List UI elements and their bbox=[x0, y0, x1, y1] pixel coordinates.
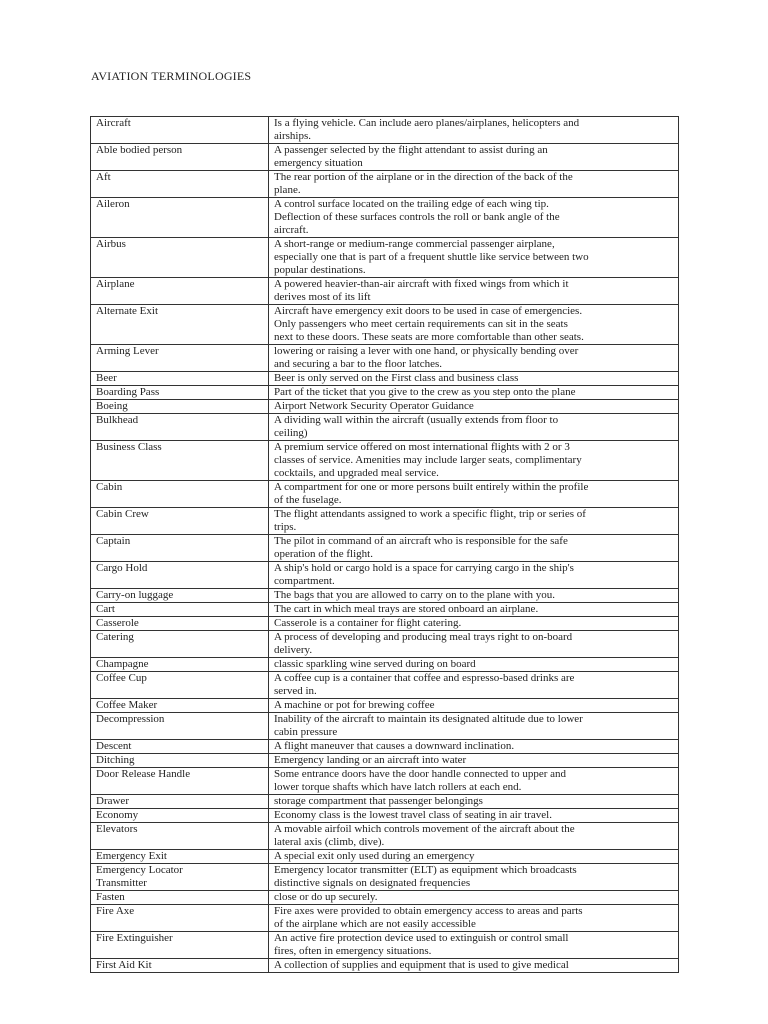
term-cell: Cabin bbox=[91, 481, 269, 508]
definition-cell: Airport Network Security Operator Guidance bbox=[269, 400, 679, 414]
term-cell: Alternate Exit bbox=[91, 305, 269, 345]
term-cell: Fire Extinguisher bbox=[91, 932, 269, 959]
table-row bbox=[91, 441, 679, 481]
definition-cell: Casserole is a container for flight catering. bbox=[269, 617, 679, 631]
table-row bbox=[91, 740, 679, 754]
definition-cell: A process of developing and producing meal trays right to on-board delivery. bbox=[269, 631, 679, 658]
term-cell: Arming Lever bbox=[91, 345, 269, 372]
term-cell: Boarding Pass bbox=[91, 386, 269, 400]
table-row bbox=[91, 795, 679, 809]
terminology-table bbox=[90, 116, 679, 973]
definition-cell: A compartment for one or more persons built entirely within the profile of the fuselage. bbox=[269, 481, 679, 508]
term-cell: Captain bbox=[91, 535, 269, 562]
table-row bbox=[91, 864, 679, 891]
table-row bbox=[91, 658, 679, 672]
definition-cell: The cart in which meal trays are stored onboard an airplane. bbox=[269, 603, 679, 617]
definition-cell: The pilot in command of an aircraft who is responsible for the safe operation of the flight. bbox=[269, 535, 679, 562]
term-cell: Business Class bbox=[91, 441, 269, 481]
definition-cell: A special exit only used during an emergency bbox=[269, 850, 679, 864]
table-row bbox=[91, 144, 679, 171]
definition-cell: A flight maneuver that causes a downward inclination. bbox=[269, 740, 679, 754]
definition-cell: close or do up securely. bbox=[269, 891, 679, 905]
table-row bbox=[91, 699, 679, 713]
term-cell: Carry-on luggage bbox=[91, 589, 269, 603]
definition-cell: storage compartment that passenger belongings bbox=[269, 795, 679, 809]
term-cell: Aft bbox=[91, 171, 269, 198]
term-cell: Boeing bbox=[91, 400, 269, 414]
table-row bbox=[91, 850, 679, 864]
table-row bbox=[91, 414, 679, 441]
term-cell: Fire Axe bbox=[91, 905, 269, 932]
term-cell: Cart bbox=[91, 603, 269, 617]
definition-cell: Emergency landing or an aircraft into water bbox=[269, 754, 679, 768]
definition-cell: The flight attendants assigned to work a specific flight, trip or series of trips. bbox=[269, 508, 679, 535]
definition-cell: Fire axes were provided to obtain emergency access to areas and parts of the airplane which are not easily accessible bbox=[269, 905, 679, 932]
term-cell: Able bodied person bbox=[91, 144, 269, 171]
table-row bbox=[91, 171, 679, 198]
table-row bbox=[91, 754, 679, 768]
table-row bbox=[91, 617, 679, 631]
definition-cell: The bags that you are allowed to carry on to the plane with you. bbox=[269, 589, 679, 603]
definition-cell: Aircraft have emergency exit doors to be used in case of emergencies. Only passengers who meet certain requirements can sit in the seats next to these doors. These seats are more comfortable than other seats. bbox=[269, 305, 679, 345]
table-row bbox=[91, 891, 679, 905]
definition-cell: Is a flying vehicle. Can include aero planes/airplanes, helicopters and airships. bbox=[269, 117, 679, 144]
table-row bbox=[91, 672, 679, 699]
definition-cell: Emergency locator transmitter (ELT) as equipment which broadcasts distinctive signals on designated frequencies bbox=[269, 864, 679, 891]
term-cell: Emergency Locator Transmitter bbox=[91, 864, 269, 891]
table-row bbox=[91, 345, 679, 372]
definition-cell: A dividing wall within the aircraft (usually extends from floor to ceiling) bbox=[269, 414, 679, 441]
term-cell: Bulkhead bbox=[91, 414, 269, 441]
table-row bbox=[91, 631, 679, 658]
table-row bbox=[91, 905, 679, 932]
term-cell: Cargo Hold bbox=[91, 562, 269, 589]
term-cell: Beer bbox=[91, 372, 269, 386]
table-row bbox=[91, 238, 679, 278]
term-cell: Cabin Crew bbox=[91, 508, 269, 535]
definition-cell: Part of the ticket that you give to the crew as you step onto the plane bbox=[269, 386, 679, 400]
table-row bbox=[91, 305, 679, 345]
table-row bbox=[91, 713, 679, 740]
table-row bbox=[91, 959, 679, 973]
term-cell: Economy bbox=[91, 809, 269, 823]
definition-cell: A premium service offered on most international flights with 2 or 3 classes of service. Amenities may include larger seats, complimentary cocktails, and upgraded meal service. bbox=[269, 441, 679, 481]
term-cell: Emergency Exit bbox=[91, 850, 269, 864]
table-row bbox=[91, 589, 679, 603]
definition-cell: A ship's hold or cargo hold is a space for carrying cargo in the ship's compartment. bbox=[269, 562, 679, 589]
term-cell: Drawer bbox=[91, 795, 269, 809]
term-cell: Airplane bbox=[91, 278, 269, 305]
table-row bbox=[91, 198, 679, 238]
term-cell: Champagne bbox=[91, 658, 269, 672]
term-cell: Ditching bbox=[91, 754, 269, 768]
term-cell: Door Release Handle bbox=[91, 768, 269, 795]
term-cell: Aircraft bbox=[91, 117, 269, 144]
definition-cell: The rear portion of the airplane or in the direction of the back of the plane. bbox=[269, 171, 679, 198]
term-cell: Descent bbox=[91, 740, 269, 754]
table-row bbox=[91, 823, 679, 850]
definition-cell: Some entrance doors have the door handle connected to upper and lower torque shafts which have latch rollers at each end. bbox=[269, 768, 679, 795]
definition-cell: A powered heavier-than-air aircraft with fixed wings from which it derives most of its lift bbox=[269, 278, 679, 305]
table-row bbox=[91, 535, 679, 562]
table-row bbox=[91, 932, 679, 959]
term-cell: Fasten bbox=[91, 891, 269, 905]
definition-cell: A control surface located on the trailing edge of each wing tip. Deflection of these surfaces controls the roll or bank angle of the aircraft. bbox=[269, 198, 679, 238]
term-cell: Airbus bbox=[91, 238, 269, 278]
definition-cell: A passenger selected by the flight attendant to assist during an emergency situation bbox=[269, 144, 679, 171]
table-row bbox=[91, 278, 679, 305]
definition-cell: Beer is only served on the First class and business class bbox=[269, 372, 679, 386]
table-row bbox=[91, 372, 679, 386]
definition-cell: A movable airfoil which controls movement of the aircraft about the lateral axis (climb, dive). bbox=[269, 823, 679, 850]
table-row bbox=[91, 117, 679, 144]
term-cell: Aileron bbox=[91, 198, 269, 238]
definition-cell: A coffee cup is a container that coffee and espresso-based drinks are served in. bbox=[269, 672, 679, 699]
term-cell: Coffee Cup bbox=[91, 672, 269, 699]
term-cell: Casserole bbox=[91, 617, 269, 631]
term-cell: Elevators bbox=[91, 823, 269, 850]
definition-cell: A short-range or medium-range commercial passenger airplane, especially one that is part of a frequent shuttle like service between two popular destinations. bbox=[269, 238, 679, 278]
table-row bbox=[91, 809, 679, 823]
definition-cell: Inability of the aircraft to maintain its designated altitude due to lower cabin pressure bbox=[269, 713, 679, 740]
definition-cell: Economy class is the lowest travel class of seating in air travel. bbox=[269, 809, 679, 823]
definition-cell: An active fire protection device used to extinguish or control small fires, often in emergency situations. bbox=[269, 932, 679, 959]
table-row bbox=[91, 768, 679, 795]
definition-cell: A collection of supplies and equipment that is used to give medical bbox=[269, 959, 679, 973]
term-cell: First Aid Kit bbox=[91, 959, 269, 973]
table-row bbox=[91, 508, 679, 535]
table-row bbox=[91, 400, 679, 414]
document-title: AVIATION TERMINOLOGIES bbox=[91, 69, 252, 83]
terminology-table-body bbox=[91, 117, 679, 973]
term-cell: Coffee Maker bbox=[91, 699, 269, 713]
table-row bbox=[91, 562, 679, 589]
table-row bbox=[91, 603, 679, 617]
table-row bbox=[91, 481, 679, 508]
table-row bbox=[91, 386, 679, 400]
definition-cell: A machine or pot for brewing coffee bbox=[269, 699, 679, 713]
definition-cell: classic sparkling wine served during on board bbox=[269, 658, 679, 672]
definition-cell: lowering or raising a lever with one hand, or physically bending over and securing a bar to the floor latches. bbox=[269, 345, 679, 372]
term-cell: Catering bbox=[91, 631, 269, 658]
term-cell: Decompression bbox=[91, 713, 269, 740]
